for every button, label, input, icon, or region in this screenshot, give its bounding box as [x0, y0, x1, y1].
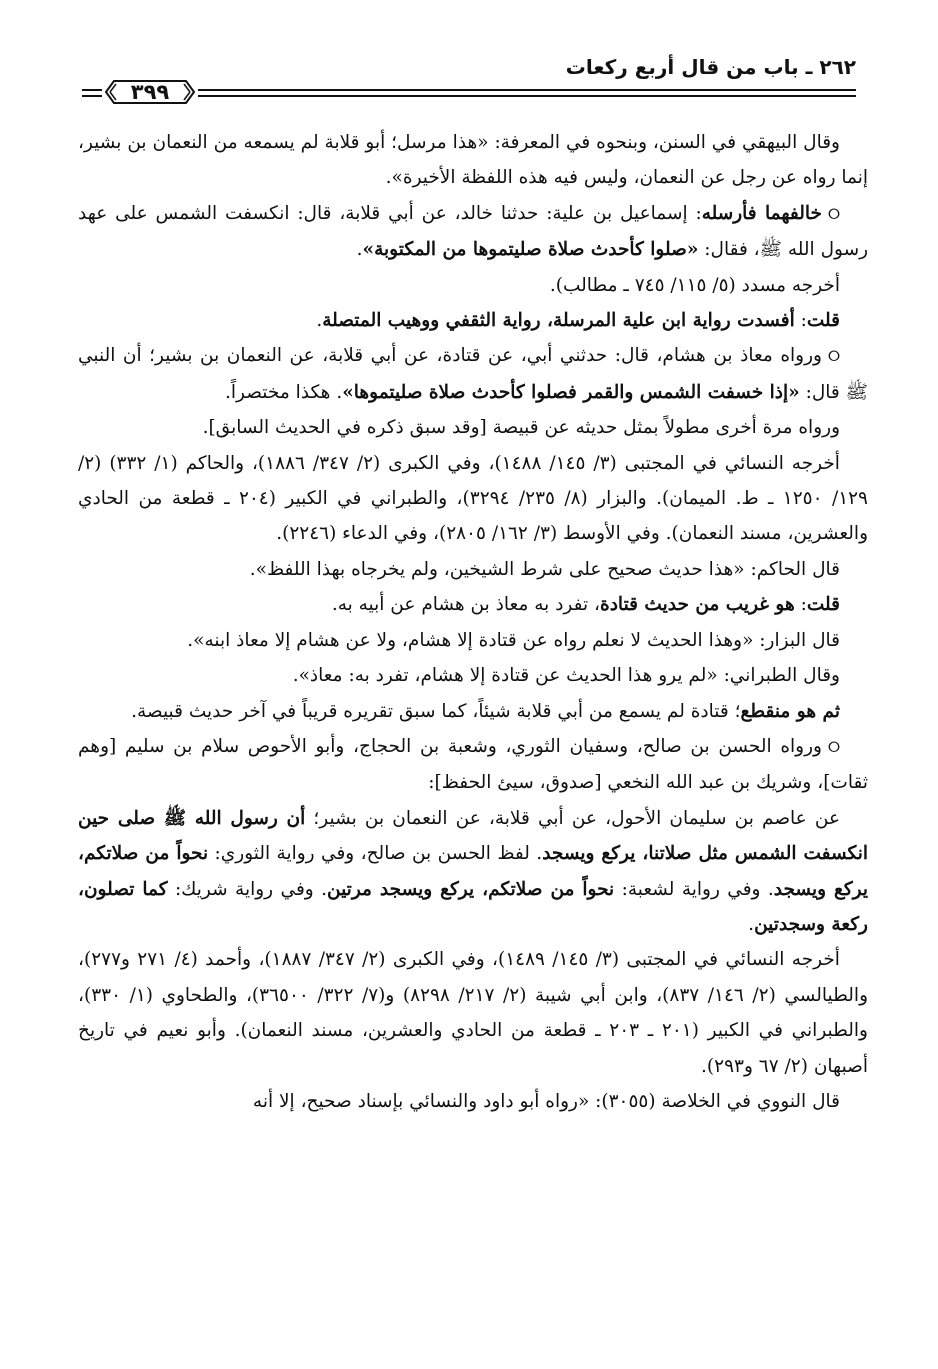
- text-run: وقال الطبراني: «لم يرو هذا الحديث عن قتادة إلا هشام، تفرد به: معاذ».: [292, 665, 840, 687]
- paragraph: [78, 658, 868, 693]
- page-number: ٣٩٩: [130, 80, 170, 104]
- page-number-frame: [102, 77, 198, 107]
- bold-text-run: نحواً من صلاتكم، يركع ويسجد: [78, 843, 868, 900]
- paragraph: [78, 1084, 868, 1119]
- text-run: . وفي رواية لشعبة:: [614, 878, 774, 900]
- text-run: .: [356, 239, 363, 261]
- text-run: . وفي رواية شريك:: [167, 878, 328, 900]
- paragraph: [78, 729, 868, 801]
- hadith-marker-icon: ⭘: [827, 737, 840, 756]
- text-run: :: [794, 310, 807, 332]
- bold-text-run: قلت: [806, 594, 840, 616]
- hadith-marker-icon: ⭘: [827, 204, 840, 223]
- text-run: ؛ قتادة لم يسمع من أبي قلابة شيئاً، كما سبق تقريره قريباً في آخر حديث قبيصة.: [131, 700, 741, 722]
- text-run: ورواه معاذ بن هشام، قال: حدثني أبي، عن قتادة، عن أبي قلابة، عن النعمان بن بشير؛ أن النبي ﷺ قال:: [78, 345, 868, 403]
- text-run: .: [316, 310, 323, 332]
- text-run: . هكذا مختصراً.: [225, 381, 343, 403]
- paragraph: [78, 410, 868, 445]
- bold-text-run: هو غريب من حديث قتادة: [600, 594, 795, 616]
- hadith-marker-icon: ⭘: [827, 347, 840, 366]
- paragraph: [78, 446, 868, 552]
- text-run: أخرجه مسدد (٥/ ١١٥/ ٧٤٥ ـ مطالب).: [549, 274, 840, 296]
- text-run: وقال البيهقي في السنن، وبنحوه في المعرفة: «هذا مرسل؛ أبو قلابة لم يسمعه من النعمان بن بشير، إنما رواه عن رجل عن النعمان، وليس فيه هذه اللفظة الأخيرة».: [78, 132, 868, 189]
- bold-text-run: أفسدت رواية ابن علية المرسلة، رواية الثقفي ووهيب المتصلة: [322, 310, 795, 332]
- paragraph: [78, 268, 868, 303]
- paragraph: [78, 338, 868, 410]
- bold-text-run: «إذا خسفت الشمس والقمر فصلوا كأحدث صلاة صليتموها»: [342, 381, 800, 403]
- header-rule-top: [82, 89, 856, 91]
- paragraph: [78, 125, 868, 196]
- text-run: قال البزار: «وهذا الحديث لا نعلم رواه عن قتادة إلا هشام، ولا عن هشام إلا معاذ ابنه».: [187, 629, 840, 651]
- paragraph: [78, 587, 868, 622]
- paragraph: [78, 942, 868, 1084]
- text-run: عن عاصم بن سليمان الأحول، عن أبي قلابة، عن النعمان بن بشير؛: [305, 807, 840, 829]
- paragraph: [78, 623, 868, 658]
- paragraph: [78, 552, 868, 587]
- bold-text-run: قلت: [806, 310, 840, 332]
- bold-text-run: نحواً من صلاتكم، يركع ويسجد مرتين: [327, 878, 615, 900]
- paragraph: [78, 303, 868, 338]
- page-header: [82, 55, 856, 105]
- bold-text-run: كما تصلون، ركعة وسجدتين: [78, 878, 868, 935]
- text-run: . لفظ الحسن بن صالح، وفي رواية الثوري:: [208, 843, 543, 865]
- text-run: أخرجه النسائي في المجتبى (٣/ ١٤٥/ ١٤٨٨)، وفي الكبرى (٢/ ٣٤٧/ ١٨٨٦)، والحاكم (١/ ٣٣٢) (٢/ ١٢٩/ ١٢٥٠ ـ ط. الميمان). والبزار (٨/ ٢٣٥/ ٣٢٩٤)، والطبراني في الكبير (٢٠٤ ـ قطعة من الحادي والعشرين، مسند النعمان). وفي الأوسط (٣/ ١٦٢/ ٢٨٠٥)، وفي الدعاء (٢٢٤٦).: [78, 452, 868, 545]
- paragraph: [78, 801, 868, 943]
- text-run: .: [748, 913, 755, 935]
- page-body: [78, 125, 868, 1119]
- text-run: : إسماعيل بن علية: حدثنا خالد، عن أبي قلابة، قال: انكسفت الشمس على عهد رسول الله ﷺ، فقال:: [78, 202, 868, 261]
- text-run: ، تفرد به معاذ بن هشام عن أبيه به.: [331, 594, 600, 616]
- text-run: قال الحاكم: «هذا حديث صحيح على شرط الشيخين، ولم يخرجاه بهذا اللفظ».: [249, 558, 840, 580]
- bold-text-run: خالفهما فأرسله: [701, 202, 822, 224]
- bold-text-run: «صلوا كأحدث صلاة صليتموها من المكتوبة»: [362, 239, 699, 261]
- bold-text-run: أن رسول الله ﷺ صلى حين انكسفت الشمس مثل صلاتنا، يركع ويسجد: [78, 807, 869, 865]
- text-run: ورواه الحسن بن صالح، وسفيان الثوري، وشعبة بن الحجاج، وأبو الأحوص سلام بن سليم [وهم ثقات]، وشريك بن عبد الله النخعي [صدوق، سيئ الحفظ]:: [78, 735, 868, 794]
- text-run: :: [794, 594, 807, 616]
- text-run: ورواه مرة أخرى مطولاً بمثل حديثه عن قبيصة [وقد سبق ذكره في الحديث السابق].: [202, 417, 840, 439]
- header-rule-bottom: [82, 95, 856, 97]
- text-run: قال النووي في الخلاصة (٣٠٥٥): «رواه أبو داود والنسائي بإسناد صحيح، إلا أنه: [252, 1090, 840, 1112]
- bold-text-run: ثم هو منقطع: [740, 700, 840, 722]
- chapter-title: ٢٦٢ ـ باب من قال أربع ركعات: [565, 55, 856, 79]
- text-run: أخرجه النسائي في المجتبى (٣/ ١٤٥/ ١٤٨٩)، وفي الكبرى (٢/ ٣٤٧/ ١٨٨٧)، وأحمد (٤/ ٢٧١ و٢٧٧)، والطيالسي (٢/ ١٤٦/ ٨٣٧)، وابن أبي شيبة (٢/ ٢١٧/ ٨٢٩٨) و(٧/ ٣٢٢/ ٣٦٥٠٠)، والطحاوي (١/ ٣٣٠)، والطبراني في الكبير (٢٠١ ـ ٢٠٣ ـ قطعة من الحادي والعشرين، مسند النعمان). وأبو نعيم في تاريخ أصبهان (٢/ ٦٧ و٢٩٣).: [78, 949, 868, 1077]
- paragraph: [78, 694, 868, 729]
- paragraph: [78, 196, 868, 268]
